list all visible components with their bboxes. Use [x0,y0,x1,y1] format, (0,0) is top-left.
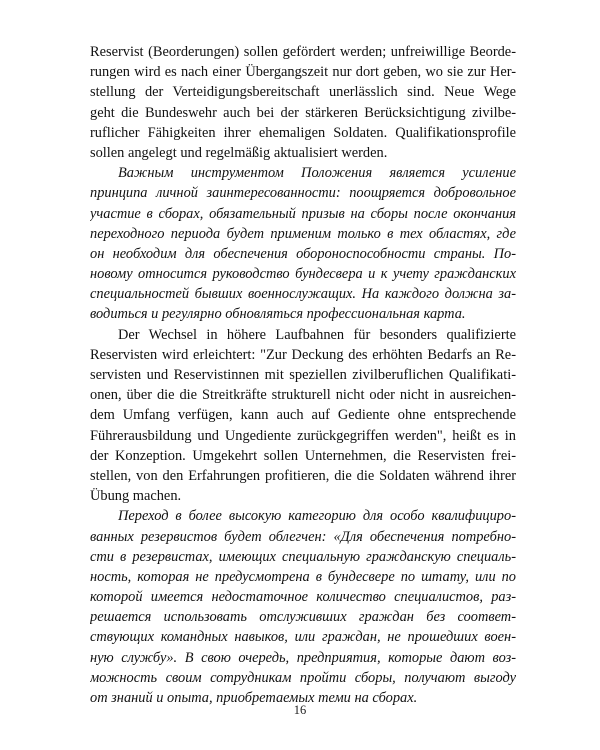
text-line: участие в сборах, обязательный призыв на сборы после окончания [90,205,516,222]
text-line: решается использовать отслуживших граждан без соответ- [90,609,516,626]
text-line: водиться и регулярно обновляться профессиональная карта. [90,306,466,323]
text-line: которой имеется недостаточное количество специалистов, раз- [90,589,516,606]
text-line: Важным инструментом Положения является усиление [118,165,516,182]
paragraph-german-reservists [90,42,516,163]
text-line: Reservist (Beorderungen) sollen gefördert werden; unfreiwillige Beorde- [90,44,516,60]
text-line: он необходим для обеспечения обороноспособности страны. По- [90,245,516,262]
paragraph-german-career-change [90,325,516,507]
paragraph-russian-translation-1 [90,163,516,325]
text-line: servisten und Reservistinnen mit speziellen zivilberuflichen Qualifikati- [90,367,516,383]
text-line: переходного периода будет применим только в тех областях, где [90,225,516,242]
text-line: Переход в более высокую категорию для особо квалифициро- [118,508,516,525]
text-line: сти в резервистах, имеющих специальную гражданскую специаль- [90,548,516,565]
text-line: ную службу». В свою очередь, предприятия, которые дают воз- [90,649,516,666]
text-line: Der Wechsel in höhere Laufbahnen für besonders qualifizierte [118,326,516,343]
text-line: можность своим сотрудникам пройти сборы, получают выгоду [90,669,516,686]
text-line: Reservisten wird erleichtert: "Zur Deckung des erhöhten Bedarfs an Re- [90,346,516,363]
page-number: 16 [293,703,307,717]
text-line: dem Umfang verfügen, kann auch auf Gediente ohne entsprechende [90,407,516,424]
text-line: onen, über die die Streitkräfte strukturell nicht oder nicht in ausreichen- [90,387,516,404]
text-line: ность, которая не предусмотрена в бундесвере по штату, или по [90,568,516,585]
text-line: новому относится руководство бундесвера и к учету гражданских [90,266,516,283]
document-page [90,42,516,708]
text-line: der Konzeption. Umgekehrt sollen Unternehmen, die Reservisten frei- [90,447,516,464]
text-line: sollen angelegt und regelmäßig aktualisiert werden. [90,144,388,161]
text-line: от знаний и опыта, приобретаемых теми на сборах. [90,690,418,706]
text-line: специальностей бывших военнослужащих. На каждого должна за- [90,286,516,303]
paragraph-russian-translation-2 [90,506,516,708]
text-line: geht die Bundeswehr auch bei der stärkeren Berücksichtigung zivilbe- [90,104,516,121]
text-line: принципа личной заинтересованности: поощряется добровольное [90,185,516,202]
text-line: Führerausbildung und Ungediente zurückgegriffen werden", heißt es in [90,427,516,444]
text-line: ruflicher Fähigkeiten ihrer ehemaligen Soldaten. Qualifikationsprofile [90,124,516,141]
text-line: stellen, von den Erfahrungen profitieren, die die Soldaten während ihrer [90,467,516,484]
text-line: ствующих командных навыков, или граждан, не прошедших воен- [90,629,516,646]
text-line: rungen wird es nach einer Übergangszeit nur dort geben, wo sie zur Her- [90,64,516,81]
text-line: ванных резервистов будет облегчен: «Для обеспечения потребно- [90,528,516,545]
text-line: Übung machen. [90,488,182,505]
text-line: stellung der Verteidigungsbereitschaft unerlässlich sind. Neue Wege [90,84,516,101]
